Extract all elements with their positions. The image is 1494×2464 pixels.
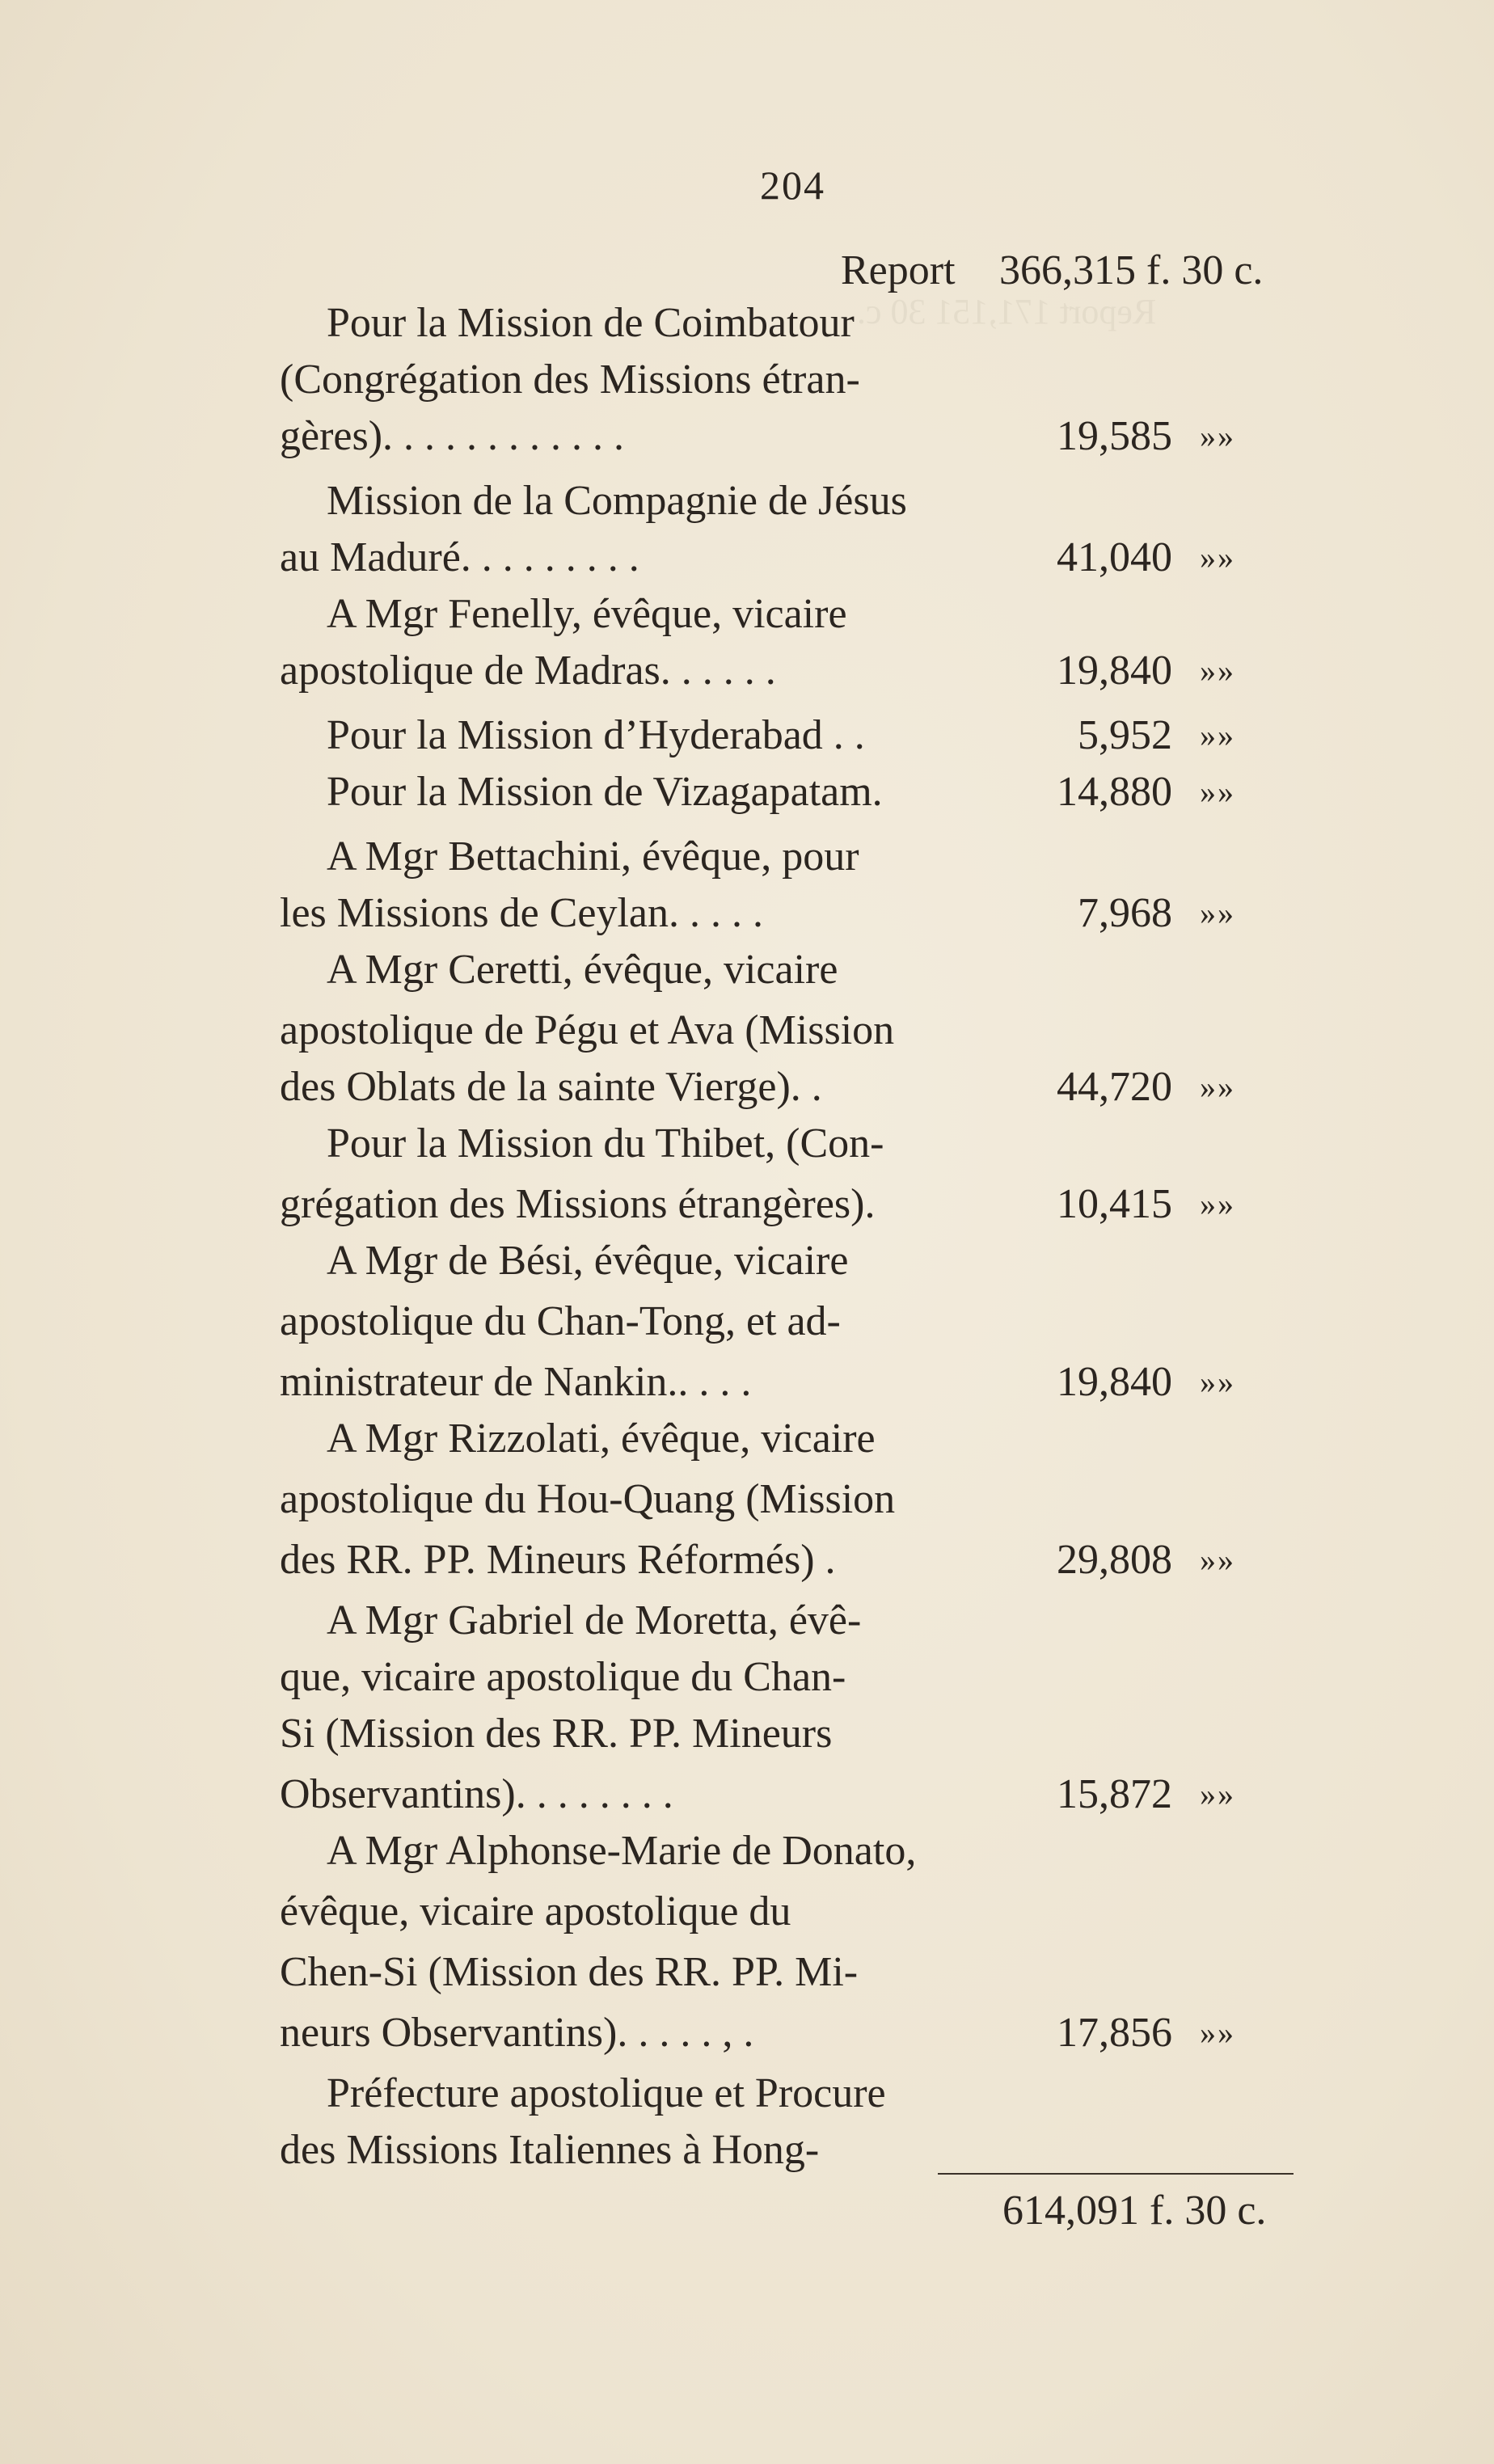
entry-amount: 41,040 — [1057, 534, 1172, 580]
entry-line — [280, 1884, 943, 1940]
entry-amount: 10,415 — [1057, 1181, 1172, 1227]
entry-text: A Mgr Ceretti, évêque, vicaire — [327, 947, 838, 993]
entry-line — [280, 1059, 943, 1116]
entry-amount: 14,880 — [1057, 769, 1172, 815]
entry-amount: 19,840 — [1057, 1359, 1172, 1405]
entry-amount: 44,720 — [1057, 1064, 1172, 1110]
entry-line — [327, 829, 973, 885]
total-amount: 614,091 f. 30 c. — [1002, 2188, 1267, 2234]
entry-amount-line — [1027, 707, 1310, 764]
entry-text: apostolique du Chan-Tong, et ad- — [280, 1298, 841, 1344]
entry-line — [327, 707, 941, 764]
entry-line — [327, 764, 941, 821]
entry-amount-line — [1027, 1176, 1310, 1233]
entry-text: que, vicaire apostolique du Chan- — [280, 1654, 846, 1700]
entry-text: Observantins). . . . . . . . — [280, 1771, 673, 1817]
entry-line — [280, 1766, 943, 1823]
entry-text: A Mgr Rizzolati, évêque, vicaire — [327, 1416, 876, 1462]
entry-amount-line — [1027, 764, 1310, 821]
entry-line — [280, 408, 943, 465]
entry-text: apostolique du Hou-Quang (Mission — [280, 1476, 896, 1522]
entry-text: ministrateur de Nankin.. . . . — [280, 1359, 752, 1405]
entry-text: Si (Mission des RR. PP. Mineurs — [280, 1711, 833, 1757]
entry-text: des RR. PP. Mineurs Réformés) . — [280, 1537, 836, 1583]
entry-amount-line — [1027, 885, 1310, 942]
entry-unit: »» — [1200, 1186, 1235, 1222]
entry-line — [280, 1293, 943, 1350]
entry-amount-line — [1027, 2005, 1310, 2061]
entry-line — [280, 1354, 943, 1411]
entry-unit: »» — [1200, 539, 1235, 576]
entry-text: Mission de la Compagnie de Jésus — [327, 478, 907, 524]
entry-unit: »» — [1200, 2015, 1235, 2051]
entry-amount: 19,585 — [1057, 413, 1172, 459]
entry-text: Pour la Mission du Thibet, (Con- — [327, 1120, 884, 1167]
entry-line — [280, 643, 943, 699]
entry-unit: »» — [1200, 1776, 1235, 1812]
entry-line — [280, 1471, 943, 1528]
entry-line — [280, 1532, 943, 1589]
entry-text: A Mgr Bettachini, évêque, pour — [327, 833, 859, 880]
entry-line — [327, 1593, 941, 1649]
entry-line — [280, 1649, 943, 1706]
entry-line — [327, 473, 941, 530]
entry-text: évêque, vicaire apostolique du — [280, 1888, 791, 1934]
entry-text: au Maduré. . . . . . . . . — [280, 534, 639, 580]
report-amount: 366,315 f. 30 c. — [999, 247, 1264, 293]
entry-text: apostolique de Pégu et Ava (Mission — [280, 1007, 895, 1053]
entry-unit: »» — [1200, 717, 1235, 753]
entry-amount: 7,968 — [1078, 890, 1172, 936]
entry-text: Chen-Si (Mission des RR. PP. Mi- — [280, 1949, 859, 1995]
entry-amount: 29,808 — [1057, 1537, 1172, 1583]
entry-unit: »» — [1200, 1364, 1235, 1400]
entry-amount-line — [1027, 408, 1310, 465]
entry-text: apostolique de Madras. . . . . . — [280, 648, 776, 694]
entry-text: A Mgr Fenelly, évêque, vicaire — [327, 591, 847, 637]
bleed-through-text: Report 171,151 30 c. — [857, 292, 1157, 331]
entry-amount: 19,840 — [1057, 648, 1172, 694]
entry-unit: »» — [1200, 652, 1235, 689]
entry-amount: 15,872 — [1057, 1771, 1172, 1817]
entry-text: Pour la Mission d’Hyderabad . . — [327, 712, 865, 758]
entry-line — [327, 1116, 941, 1172]
report-amount-line — [999, 243, 1323, 299]
entry-text: A Mgr Gabriel de Moretta, évê- — [327, 1597, 862, 1643]
entry-amount-line — [1027, 1532, 1310, 1589]
entry-amount-line — [1027, 643, 1310, 699]
entry-line — [327, 942, 941, 998]
entry-amount-line — [1027, 1059, 1310, 1116]
entry-amount-line — [1027, 530, 1310, 586]
entry-unit: »» — [1200, 418, 1235, 454]
entry-amount: 5,952 — [1078, 712, 1172, 758]
entry-unit: »» — [1200, 1069, 1235, 1105]
page-number: 204 — [760, 162, 825, 208]
entry-text: Préfecture apostolique et Procure — [327, 2070, 886, 2116]
entry-amount: 17,856 — [1057, 2010, 1172, 2056]
entry-line — [280, 530, 943, 586]
entry-unit: »» — [1200, 1542, 1235, 1578]
entry-line — [280, 1706, 943, 1762]
entry-line — [327, 1411, 941, 1467]
entry-line — [280, 1002, 943, 1059]
entry-text: Pour la Mission de Vizagapatam. — [327, 769, 883, 815]
total-rule — [938, 2173, 1294, 2175]
report-label: Report — [841, 247, 956, 293]
entry-line — [280, 1944, 943, 2001]
entry-line — [327, 1823, 941, 1880]
entry-text: A Mgr Alphonse-Marie de Donato, — [327, 1828, 917, 1874]
entry-line — [327, 1233, 941, 1289]
entry-line — [327, 295, 941, 352]
entry-text: A Mgr de Bési, évêque, vicaire — [327, 1238, 849, 1284]
entry-line — [280, 1176, 943, 1233]
entry-line — [327, 586, 941, 643]
entry-amount-line — [1027, 1354, 1310, 1411]
entry-text: gères). . . . . . . . . . . . — [280, 413, 625, 459]
entry-line — [280, 2122, 943, 2179]
entry-line — [280, 352, 943, 408]
entry-text: neurs Observantins). . . . . , . — [280, 2010, 754, 2056]
entry-amount-line — [1027, 1766, 1310, 1823]
entry-text: des Oblats de la sainte Vierge). . — [280, 1064, 822, 1110]
entry-text: Pour la Mission de Coimbatour — [327, 300, 855, 346]
entry-text: (Congrégation des Missions étran- — [280, 357, 860, 403]
entry-text: les Missions de Ceylan. . . . . — [280, 890, 763, 936]
entry-unit: »» — [1200, 774, 1235, 810]
entry-line — [327, 2065, 941, 2122]
entry-text: grégation des Missions étrangères). — [280, 1181, 876, 1227]
entry-line — [280, 2005, 943, 2061]
entry-text: des Missions Italiennes à Hong- — [280, 2127, 820, 2173]
entry-unit: »» — [1200, 895, 1235, 931]
entry-line — [280, 885, 943, 942]
